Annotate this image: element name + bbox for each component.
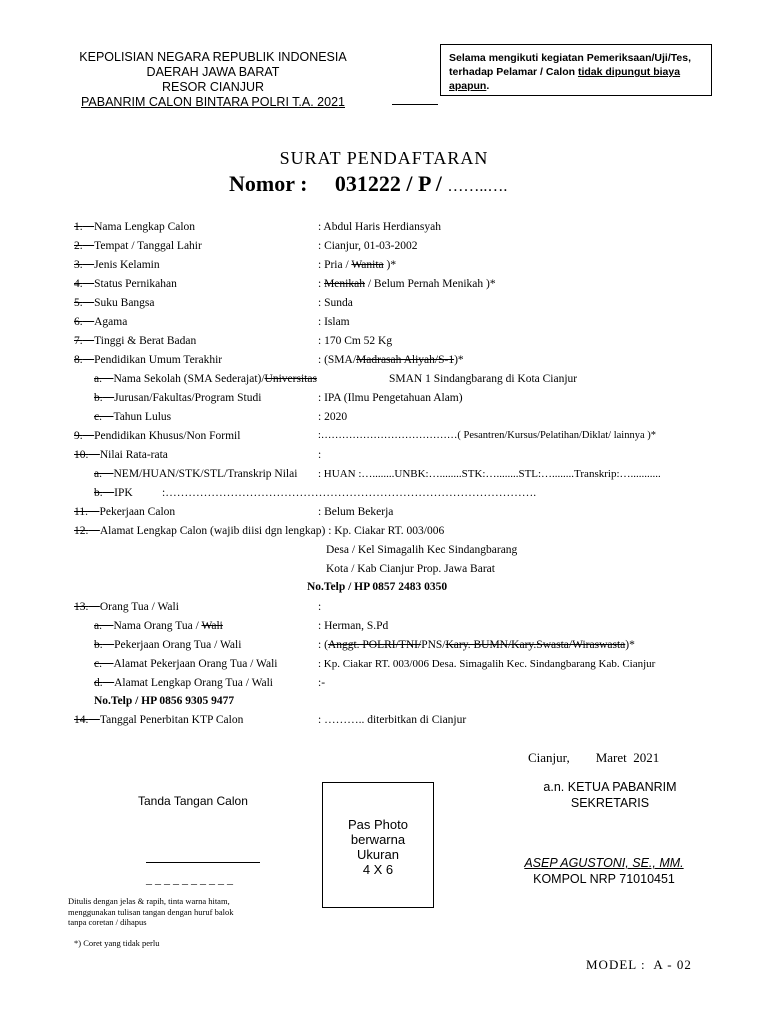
item-13-value: : — [318, 601, 322, 613]
photo-placeholder — [322, 782, 434, 908]
item-10a-label: a. NEM/HUAN/STK/STL/Transkrip Nilai — [94, 468, 298, 480]
item-14-label: 14. Tanggal Penerbitan KTP Calon — [74, 714, 244, 726]
notice-line-1: Selama mengikuti kegiatan Pemeriksaan/Uji/Tes, — [449, 52, 691, 64]
item-8c-value: : 2020 — [318, 411, 348, 423]
item-10b-label: b. IPK — [94, 487, 133, 499]
candidate-signature-line — [146, 862, 260, 863]
writing-instructions — [68, 896, 233, 928]
item-13c-value: : Kp. Ciakar RT. 003/006 Desa. Simagalih Kec. Sindangbarang Kab. Cianjur — [318, 658, 656, 670]
header-institution: KEPOLISIAN NEGARA REPUBLIK INDONESIA — [79, 50, 347, 64]
item-12-line-3: Kota / Kab Cianjur Prop. Jawa Barat — [326, 563, 495, 575]
item-9-label: 9. Pendidikan Khusus/Non Formil — [74, 430, 241, 442]
item-8c-label: c. Tahun Lulus — [94, 411, 172, 423]
item-13a-value: : Herman, S.Pd — [318, 620, 389, 632]
note-line-3: tanpa coretan / dihapus — [68, 917, 147, 927]
item-8a-label: a. Nama Sekolah (SMA Sederajat)/Universitas — [94, 373, 317, 385]
item-2-label: 2. Tempat / Tanggal Lahir — [74, 240, 202, 252]
place-date: Cianjur, Maret 2021 — [528, 750, 660, 765]
header-rule — [392, 104, 438, 105]
item-4-value: : Menikah / Belum Pernah Menikah )* — [318, 278, 496, 290]
item-3-label: 3. Jenis Kelamin — [74, 259, 160, 271]
strike-note: *) Coret yang tidak perlu — [74, 938, 160, 948]
item-7-label: 7. Tinggi & Berat Badan — [74, 335, 197, 347]
notice-line-2: terhadap Pelamar / Calon tidak dipungut biaya apapun. — [449, 66, 681, 92]
item-3-value: : Pria / Wanita )* — [318, 259, 397, 271]
item-5-label: 5. Suku Bangsa — [74, 297, 155, 309]
item-13b-label: b. Pekerjaan Orang Tua / Wali — [94, 639, 242, 651]
item-14-value: : ……….. diterbitkan di Cianjur — [318, 714, 467, 726]
item-6-value: : Islam — [318, 316, 350, 328]
candidate-signature-label: Tanda Tangan Calon — [138, 794, 248, 808]
item-12-label: 12. Alamat Lengkap Calon (wajib diisi dgn lengkap) : Kp. Ciakar RT. 003/006 — [74, 525, 445, 537]
item-8-value: : (SMA/Madrasah Aliyah/S-1)* — [318, 354, 464, 366]
candidate-signature-dashes: _ _ _ _ _ _ _ _ _ _ — [146, 872, 233, 886]
notice-box — [440, 44, 712, 96]
item-8-label: 8. Pendidikan Umum Terakhir — [74, 354, 223, 366]
form-model: MODEL : A - 02 — [586, 957, 692, 972]
item-7-value: : 170 Cm 52 Kg — [318, 335, 393, 347]
header-region: DAERAH JAWA BARAT — [146, 65, 280, 79]
item-13c-label: c. Alamat Pekerjaan Orang Tua / Wali — [94, 658, 278, 670]
item-5-value: : Sunda — [318, 297, 353, 309]
signatory-role: SEKRETARIS — [570, 796, 650, 810]
item-8b-value: : IPA (Ilmu Pengetahuan Alam) — [318, 392, 463, 404]
item-8a-value: SMAN 1 Sindangbarang di Kota Cianjur — [389, 373, 578, 385]
item-1-value: : Abdul Haris Herdiansyah — [318, 221, 441, 233]
item-10a-value: : HUAN :…........UNBK:…........STK:…........STL:…........Transkrip:…........... — [318, 468, 661, 480]
item-10b-value: :……………………………………………………………………………………. — [162, 487, 537, 499]
item-6-label: 6. Agama — [74, 316, 128, 328]
item-11-value: : Belum Bekerja — [318, 506, 394, 518]
item-10-label: 10. Nilai Rata-rata — [74, 449, 168, 461]
photo-text-2: berwarna — [350, 832, 406, 847]
document-title: SURAT PENDAFTARAN — [279, 148, 489, 168]
signatory-name: ASEP AGUSTONI, SE., MM. — [524, 856, 684, 870]
item-13-label: 13. Orang Tua / Wali — [74, 601, 179, 613]
item-13-phone: No.Telp / HP 0856 9305 9477 — [94, 695, 235, 707]
item-1-label: 1. Nama Lengkap Calon — [74, 221, 196, 233]
signatory-on-behalf: a.n. KETUA PABANRIM — [543, 780, 677, 794]
item-11-label: 11. Pekerjaan Calon — [74, 506, 176, 518]
document-number: Nomor : 031222 / P / ……..…. — [229, 171, 508, 196]
item-12-line-2: Desa / Kel Simagalih Kec Sindangbarang — [326, 544, 518, 556]
header-committee: PABANRIM CALON BINTARA POLRI T.A. 2021 — [81, 95, 345, 109]
item-12-phone: No.Telp / HP 0857 2483 0350 — [307, 581, 448, 593]
header-resort: RESOR CIANJUR — [161, 80, 265, 94]
photo-text-1: Pas Photo — [348, 817, 408, 832]
item-13d-label: d. Alamat Lengkap Orang Tua / Wali — [94, 677, 274, 689]
item-4-label: 4. Status Pernikahan — [74, 278, 177, 290]
note-line-1: Ditulis dengan jelas & rapih, tinta warna hitam, — [68, 896, 230, 906]
note-line-2: menggunakan tulisan tangan dengan huruf balok — [68, 906, 234, 917]
item-13b-value: : (Anggt. POLRI/TNI/PNS/Kary. BUMN/Kary.Swasta/Wiraswasta)* — [318, 639, 635, 651]
item-13a-label: a. Nama Orang Tua / Wali — [94, 620, 223, 632]
item-13d-value: :- — [318, 677, 326, 689]
item-10-value: : — [318, 449, 322, 461]
item-8b-label: b. Jurusan/Fakultas/Program Studi — [94, 392, 262, 404]
signatory-rank: KOMPOL NRP 71010451 — [533, 872, 675, 886]
photo-text-3: Ukuran — [357, 847, 399, 862]
item-9-value: :…………………………………( Pesantren/Kursus/Pelatihan/Diklat/ lainnya )* — [318, 430, 656, 441]
item-2-value: : Cianjur, 01-03-2002 — [318, 240, 418, 252]
photo-text-4: 4 X 6 — [362, 862, 394, 877]
